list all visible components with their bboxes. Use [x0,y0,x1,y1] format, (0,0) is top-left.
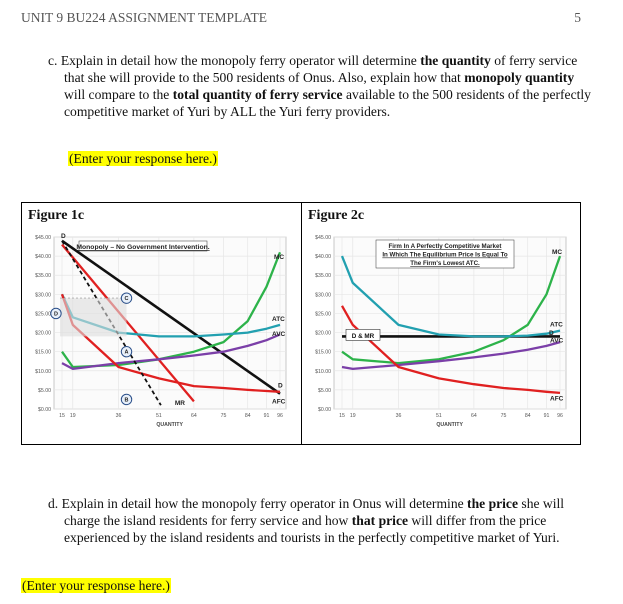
point-label-b: B [124,397,129,404]
x-tick-label: 91 [263,413,270,419]
x-tick-label: 51 [435,413,442,419]
x-tick-label: 19 [349,413,356,419]
y-tick-label: $10.00 [35,368,51,375]
dmr-label: D & MR [351,332,375,340]
question-d-bold-1: the price [467,496,519,511]
y-tick-label: $35.00 [315,273,331,280]
curve-label: MR [174,400,185,408]
question-c-bold-2: monopoly quantity [464,70,575,85]
x-tick-label: 36 [115,413,122,419]
curve-label: AFC [272,398,286,406]
curve-label: D [278,382,283,390]
x-tick-label: 15 [339,413,345,419]
x-tick-label: 15 [59,413,65,419]
question-d-text-1: d. Explain in detail how the monopoly ferry operator in Onus will determine [48,496,468,511]
curve-label: AFC [550,395,564,403]
curve-label: D [549,329,554,337]
figure-1c-title: Figure 1c [28,208,85,223]
x-tick-label: 84 [244,413,251,419]
figures-table [21,202,581,445]
y-tick-label: $35.00 [35,273,51,280]
point-label-c: C [124,296,129,303]
response-c-placeholder[interactable]: (Enter your response here.) [69,151,217,166]
y-tick-label: $40.00 [35,254,51,261]
x-tick-label: 64 [190,413,197,419]
curve-label: ATC [550,321,563,329]
y-tick-label: $30.00 [315,292,331,299]
x-tick-label: 96 [557,413,563,419]
x-tick-label: 51 [155,413,162,419]
y-tick-label: $15.00 [35,349,51,356]
chart-title: Monopoly – No Government Intervention. [76,244,210,251]
x-axis-label: QUANTITY [156,422,183,428]
figure-2c-cell [302,203,581,445]
x-tick-label: 91 [543,413,550,419]
y-tick-label: $5.00 [318,387,331,394]
y-tick-label: $20.00 [35,330,51,337]
point-label-d: D [53,311,58,318]
curve-label: MC [274,254,285,261]
x-tick-label: 19 [69,413,76,419]
curve-label: ATC [272,315,285,323]
question-c-text-3: will compare to the [64,87,173,102]
curve-label: AVC [272,331,286,339]
chart-title: Firm In A Perfectly Competitive Market In Which The Equilibrium Price Is Equal To The Firm's Lowest ATC. [382,243,508,267]
question-c [48,52,594,120]
point-label-a: A [124,349,129,356]
document-header [21,10,581,26]
profit-area [60,298,127,336]
y-tick-label: $40.00 [315,254,331,261]
y-tick-label: $45.00 [315,235,331,241]
question-c-bold-1: the quantity [420,53,491,68]
figure-1c-chart [24,231,296,441]
x-tick-label: 36 [395,413,402,419]
y-tick-label: $25.00 [35,311,51,318]
y-tick-label: $0.00 [318,407,331,413]
page-number: 5 [574,10,581,25]
y-tick-label: $25.00 [315,311,331,318]
y-tick-label: $10.00 [315,368,331,375]
x-axis-label: QUANTITY [436,422,463,428]
question-d-bold-2: that price [351,513,409,528]
question-d-text-2: she will charge the island residents for ferry service and how [64,496,565,528]
question-c-text-4: available to the 500 residents of the perfectly competitive market of Yuri by ALL the Yuri ferry providers. [64,87,591,119]
question-d [48,495,594,546]
y-tick-label: $45.00 [35,235,51,241]
y-tick-label: $30.00 [35,292,51,299]
x-tick-label: 96 [277,413,283,419]
question-c-bold-3: total quantity of ferry service [172,87,343,102]
header-title: UNIT 9 BU224 ASSIGNMENT TEMPLATE [21,10,268,25]
question-c-text-2: of ferry service that she will provide to the 500 residents of Onus. Also, explain how that [64,53,578,85]
figure-2c-title: Figure 2c [308,208,365,223]
question-d-text-3: will differ from the price experienced by the island residents and tourists in the perfectly competitive market of Yuri. [64,513,560,545]
curve-label: MC [552,249,563,256]
curve-label: D [61,232,66,240]
x-tick-label: 75 [500,413,507,419]
y-tick-label: $0.00 [38,407,51,413]
x-tick-label: 75 [220,413,227,419]
x-tick-label: 84 [524,413,531,419]
question-c-text-1: c. Explain in detail how the monopoly ferry operator will determine [48,53,421,68]
figure-2c-chart [304,231,576,441]
response-d-field[interactable] [21,578,171,594]
y-tick-label: $15.00 [315,349,331,356]
figure-1c-cell [22,203,302,445]
response-d-placeholder[interactable]: (Enter your response here.) [22,578,170,593]
response-c-field[interactable] [68,151,218,167]
y-tick-label: $5.00 [38,387,51,394]
x-tick-label: 64 [470,413,477,419]
curve-label: AVC [550,337,564,345]
y-tick-label: $20.00 [315,330,331,337]
